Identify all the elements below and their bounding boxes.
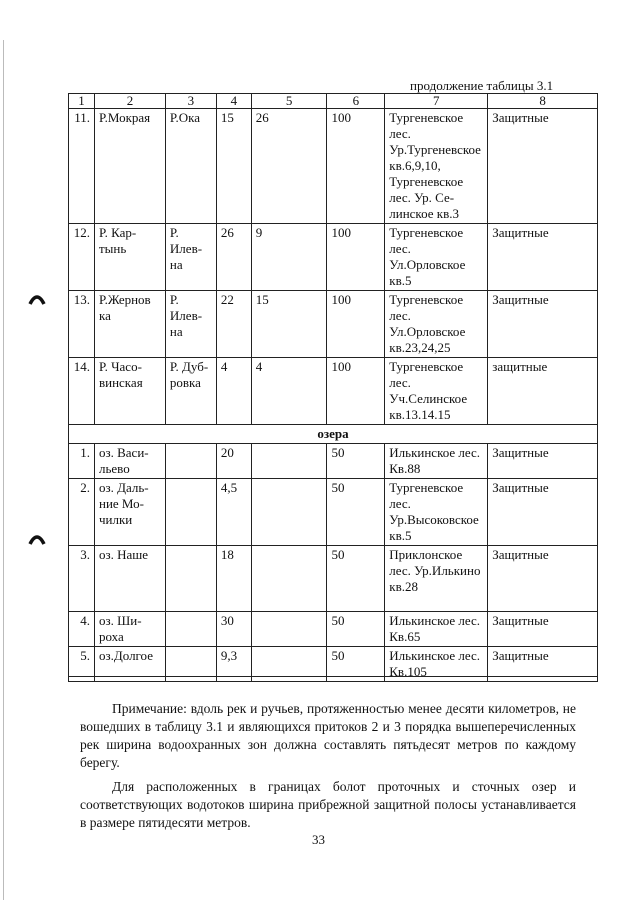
scan-edge-line [3,40,4,900]
tributary-of: Р.Ока [165,109,216,224]
row-number: 1. [69,444,95,479]
location: Тургеневское лес. Ур.Высоковское кв.5 [385,479,488,546]
value-col4: 18 [216,546,251,612]
location: Тургеневское лес. Ул.Орловское кв.5 [385,224,488,291]
tributary-of [165,612,216,647]
note-paragraph: Примечание: вдоль рек и ручьев, протяженностью менее десяти километров, не вошедших в таблицу 3.1 и являющихся притоков 2 и 3 порядка вышеперечисленных рек ширина водоохранных зон должна составлять пятьдесят метров по каждому берегу. [80,701,576,770]
value-col5: 4 [251,358,327,425]
water-body-name: Р. Кар- тынь [94,224,165,291]
value-col4: 20 [216,444,251,479]
value-col4: 30 [216,612,251,647]
header-cell: 7 [385,94,488,109]
category: Защитные [488,546,598,612]
category: Защитные [488,444,598,479]
location: Илькинское лес. Кв.88 [385,444,488,479]
value-col5 [251,444,327,479]
binding-hole-mark [28,292,46,306]
water-body-name: оз. Даль- ние Мо- чилки [94,479,165,546]
value-col5 [251,479,327,546]
row-number: 4. [69,612,95,647]
row-number: 11. [69,109,95,224]
value-col4: 15 [216,109,251,224]
value-col4: 22 [216,291,251,358]
category: Защитные [488,612,598,647]
tributary-of [165,444,216,479]
table-row [69,546,598,612]
location: Тургеневское лес. Ул.Орловское кв.23,24,25 [385,291,488,358]
water-body-name: Р. Часо- винская [94,358,165,425]
value-col6: 50 [327,479,385,546]
value-col5 [251,546,327,612]
value-col4: 9,3 [216,647,251,682]
value-col5: 26 [251,109,327,224]
value-col6: 100 [327,109,385,224]
value-col5: 9 [251,224,327,291]
water-body-name: Р.Мокрая [94,109,165,224]
row-number: 14. [69,358,95,425]
header-cell: 6 [327,94,385,109]
location: Приклонское лес. Ур.Илькино кв.28 [385,546,488,612]
category: Защитные [488,291,598,358]
table-row [69,612,598,647]
water-protection-table [68,93,598,682]
row-number: 2. [69,479,95,546]
location: Тургеневское лес. Ур.Тургеневское кв.6,9,10, Тургеневское лес. Ур. Се- линское кв.3 [385,109,488,224]
category: Защитные [488,647,598,682]
header-cell: 5 [251,94,327,109]
value-col6: 100 [327,291,385,358]
table-row [69,224,598,291]
category: Защитные [488,109,598,224]
table-row [69,479,598,546]
row-number: 5. [69,647,95,682]
location: Илькинское лес. Кв.105 [385,647,488,682]
table-row [69,109,598,224]
header-cell: 4 [216,94,251,109]
value-col6: 50 [327,444,385,479]
value-col5: 15 [251,291,327,358]
water-body-name: оз. Наше [94,546,165,612]
value-col5 [251,612,327,647]
tributary-of: Р. Илев- на [165,291,216,358]
category: защитные [488,358,598,425]
continuation-label: продолжение таблицы 3.1 [410,78,554,93]
value-col4: 4,5 [216,479,251,546]
header-cell: 2 [94,94,165,109]
location: Тургеневское лес. Уч.Селинское кв.13.14.15 [385,358,488,425]
category: Защитные [488,224,598,291]
value-col4: 26 [216,224,251,291]
tributary-of: Р. Илев- на [165,224,216,291]
water-body-name: оз. Васи- льево [94,444,165,479]
notes-block [80,700,576,838]
table-header-row [69,94,598,109]
section-title-lakes: озера [69,425,598,444]
location: Илькинское лес. Кв.65 [385,612,488,647]
row-number: 3. [69,546,95,612]
value-col6: 100 [327,224,385,291]
water-body-name: оз.Долгое [94,647,165,682]
row-number: 12. [69,224,95,291]
table-row [69,358,598,425]
tributary-of: Р. Дуб- ровка [165,358,216,425]
water-body-name: оз. Ши- роха [94,612,165,647]
table-row [69,444,598,479]
value-col6: 50 [327,546,385,612]
water-body-name: Р.Жернов ка [94,291,165,358]
binding-hole-mark [28,532,46,546]
table-bottom-rule [68,676,598,677]
header-cell: 3 [165,94,216,109]
row-number: 13. [69,291,95,358]
category: Защитные [488,479,598,546]
page-number: 33 [312,832,325,847]
note-paragraph: Для расположенных в границах болот проточных и сточных озер и соответствующих водотоков ширина прибрежной защитной полосы устанавливается в размере пятидесяти метров. [80,779,576,830]
section-row [69,425,598,444]
tributary-of [165,546,216,612]
table-row [69,291,598,358]
header-cell: 1 [69,94,95,109]
tributary-of [165,479,216,546]
value-col6: 100 [327,358,385,425]
value-col4: 4 [216,358,251,425]
value-col6: 50 [327,647,385,682]
header-cell: 8 [488,94,598,109]
value-col6: 50 [327,612,385,647]
